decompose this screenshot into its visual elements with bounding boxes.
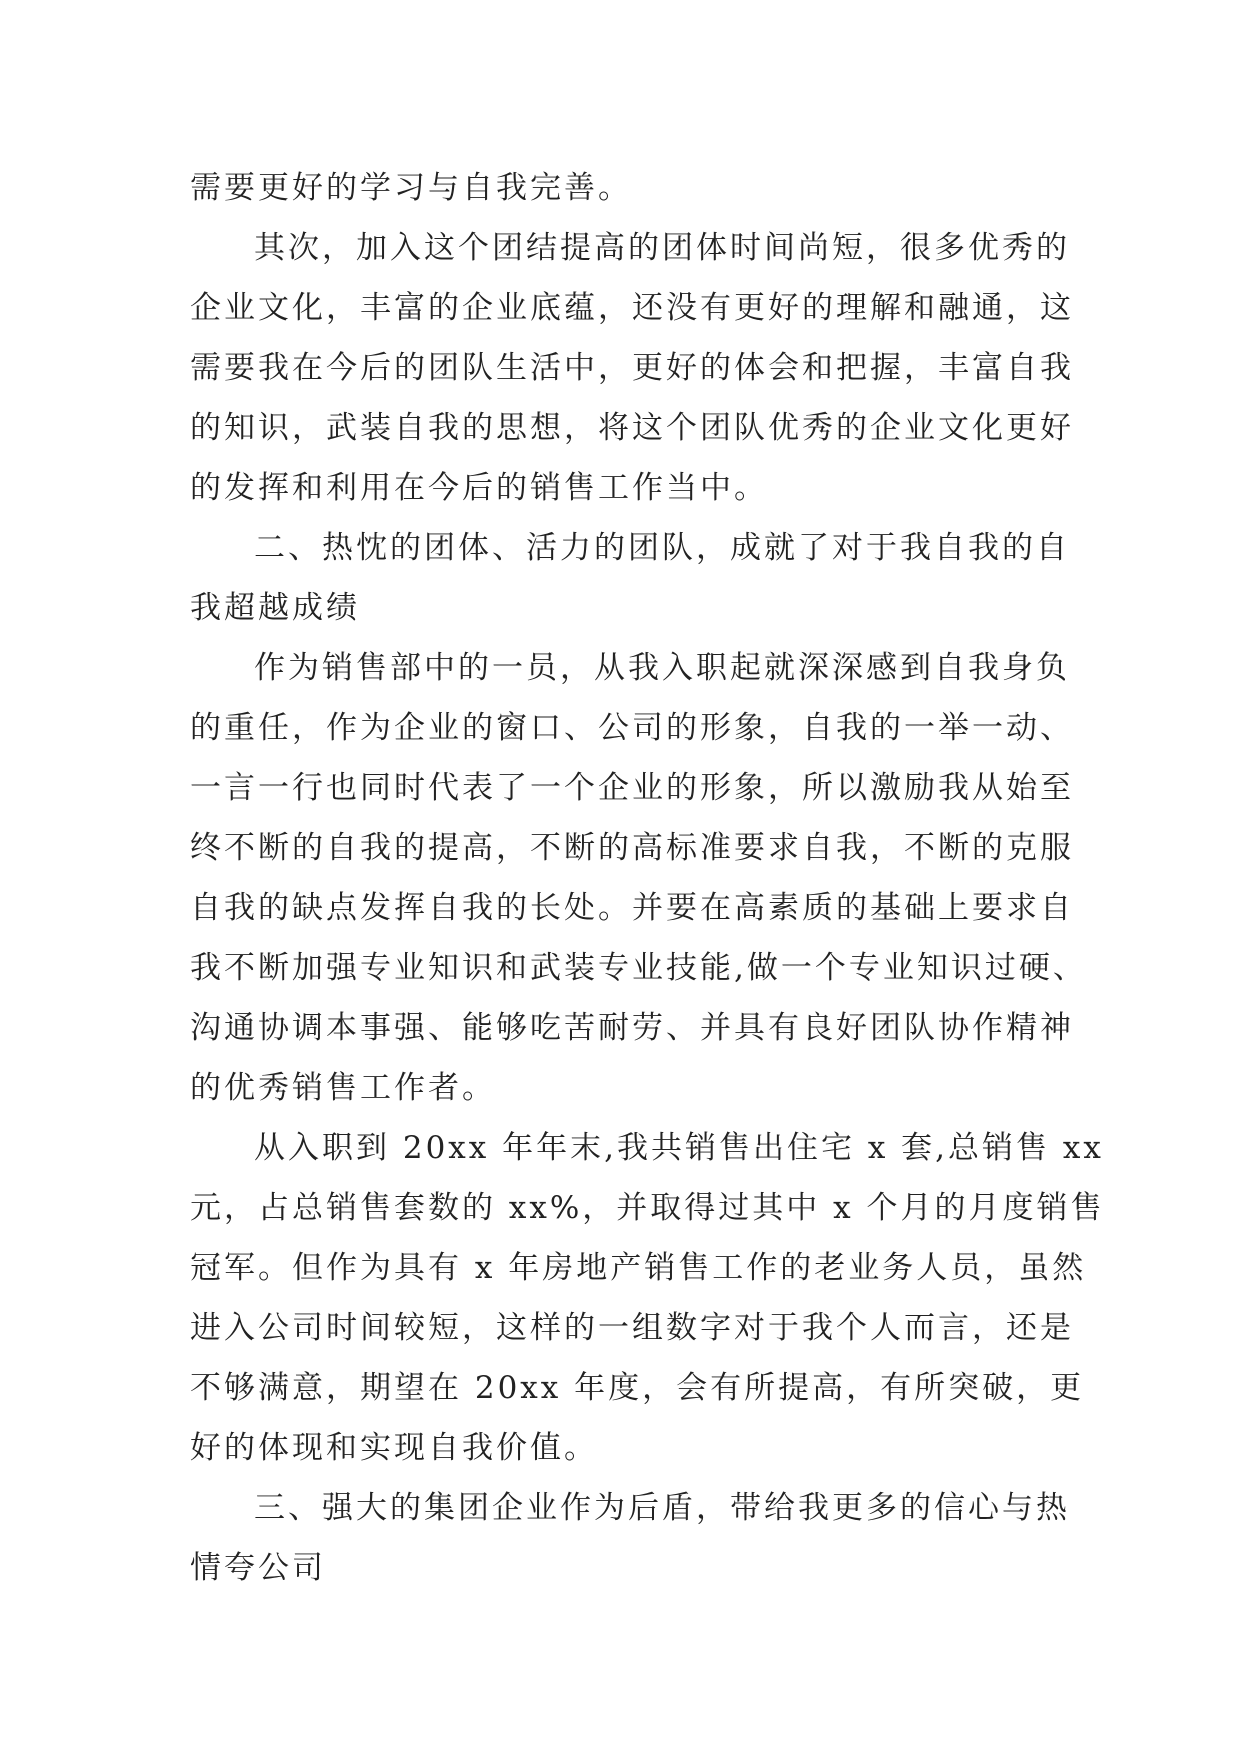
text-line: 我不断加强专业知识和武装专业技能,做一个专业知识过硬、 bbox=[190, 950, 1087, 986]
text-line: 的重任，作为企业的窗口、公司的形象，自我的一举一动、 bbox=[190, 710, 1074, 746]
text-line: 企业文化，丰富的企业底蕴，还没有更好的理解和融通，这 bbox=[190, 290, 1074, 326]
text-line: 沟通协调本事强、能够吃苦耐劳、并具有良好团队协作精神 bbox=[190, 1010, 1074, 1046]
section-heading-line: 二、热忱的团体、活力的团队，成就了对于我自我的自 bbox=[254, 530, 1070, 566]
section-heading-line: 情夸公司 bbox=[190, 1550, 326, 1586]
paragraph-start-line: 作为销售部中的一员，从我入职起就深深感到自我身负 bbox=[254, 650, 1070, 686]
paragraph-start-line: 从入职到 20xx 年年末,我共销售出住宅 x 套,总销售 xx bbox=[254, 1130, 1104, 1166]
text-line: 的优秀销售工作者。 bbox=[190, 1070, 496, 1106]
text-line: 的发挥和利用在今后的销售工作当中。 bbox=[190, 470, 768, 506]
text-line: 一言一行也同时代表了一个企业的形象，所以激励我从始至 bbox=[190, 770, 1074, 806]
section-heading-line: 我超越成绩 bbox=[190, 590, 360, 626]
text-line: 元，占总销售套数的 xx%，并取得过其中 x 个月的月度销售 bbox=[190, 1190, 1105, 1226]
text-line: 需要我在今后的团队生活中，更好的体会和把握，丰富自我 bbox=[190, 350, 1074, 386]
text-line: 不够满意，期望在 20xx 年度，会有所提高，有所突破，更 bbox=[190, 1370, 1085, 1406]
text-line: 的知识，武装自我的思想，将这个团队优秀的企业文化更好 bbox=[190, 410, 1074, 446]
text-line: 好的体现和实现自我价值。 bbox=[190, 1430, 598, 1466]
text-line: 自我的缺点发挥自我的长处。并要在高素质的基础上要求自 bbox=[190, 890, 1074, 926]
text-line: 终不断的自我的提高，不断的高标准要求自我，不断的克服 bbox=[190, 830, 1074, 866]
text-line: 冠军。但作为具有 x 年房地产销售工作的老业务人员，虽然 bbox=[190, 1250, 1087, 1286]
text-line: 进入公司时间较短，这样的一组数字对于我个人而言，还是 bbox=[190, 1310, 1074, 1346]
text-line: 需要更好的学习与自我完善。 bbox=[190, 170, 632, 206]
document-body bbox=[190, 158, 1105, 1598]
section-heading-line: 三、强大的集团企业作为后盾，带给我更多的信心与热 bbox=[254, 1490, 1070, 1526]
paragraph-start-line: 其次，加入这个团结提高的团体时间尚短，很多优秀的 bbox=[254, 230, 1070, 266]
